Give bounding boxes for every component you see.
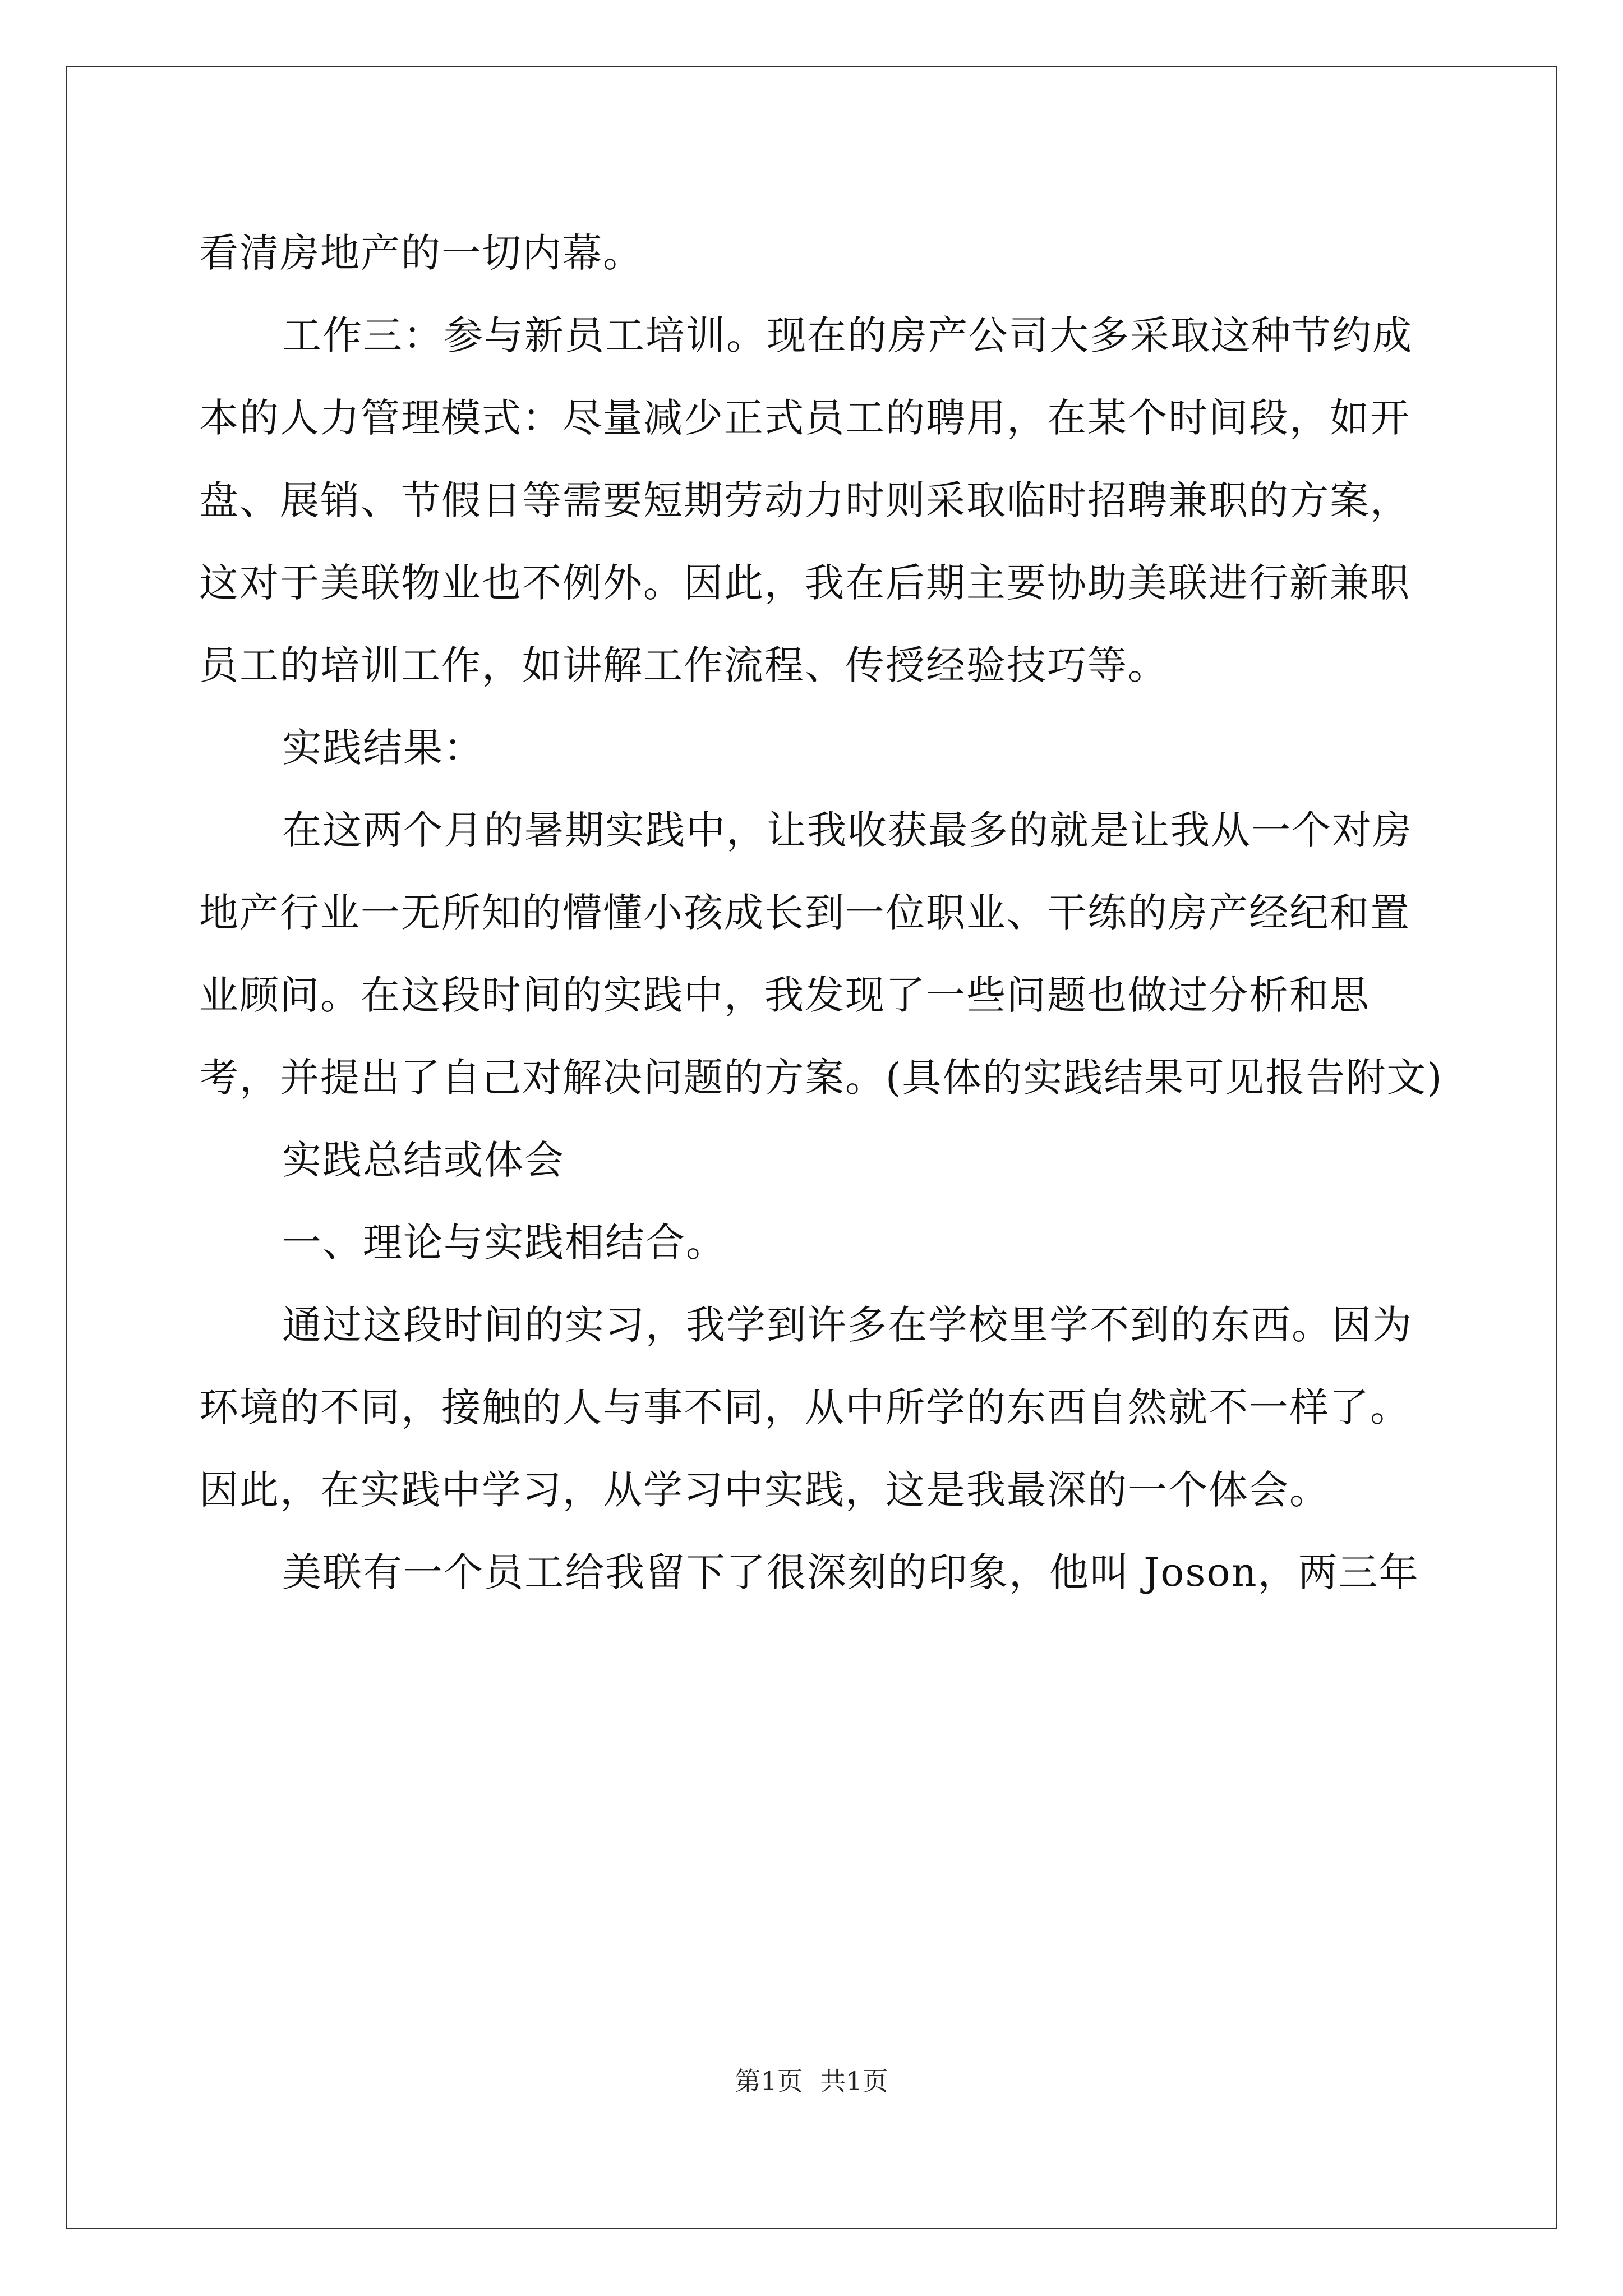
page-total: 共1页: [820, 2066, 888, 2096]
paragraph-6: 一、理论与实践相结合。: [282, 1220, 726, 1266]
page-number: 第1页: [735, 2066, 803, 2096]
paragraph-1: 看清房地产的一切内幕。: [199, 230, 643, 276]
paragraph-2: 工作三：参与新员工培训。现在的房产公司大多采取这种节约成本的人力管理模式：尽量减少正式员工的聘用，在某个时间段，如开盘、展销、节假日等需要短期劳动力时则采取临时招聘兼职的方案，这对于美联物业也不例外。因此，我在后期主要协助美联进行新兼职员工的培训工作，如讲解工作流程、传授经验技巧等。: [199, 312, 1413, 688]
paragraph-7: 通过这段时间的实习，我学到许多在学校里学不到的东西。因为环境的不同，接触的人与事不同，从中所学的东西自然就不一样了。因此，在实践中学习，从学习中实践，这是我最深的一个体会。: [199, 1302, 1413, 1513]
paragraph-5: 实践总结或体会: [282, 1137, 565, 1183]
page-footer: [0, 2064, 1623, 2098]
paragraph-4: 在这两个月的暑期实践中，让我收获最多的就是让我从一个对房地产行业一无所知的懵懂小孩成长到一位职业、干练的房产经纪和置业顾问。在这段时间的实践中，我发现了一些问题也做过分析和思考，并提出了自己对解决问题的方案。(具体的实践结果可见报告附文): [199, 807, 1444, 1101]
document-body: [199, 212, 1450, 1614]
paragraph-8: 美联有一个员工给我留下了很深刻的印象，他叫 Joson，两三年: [282, 1549, 1419, 1595]
paragraph-3: 实践结果：: [282, 725, 484, 771]
